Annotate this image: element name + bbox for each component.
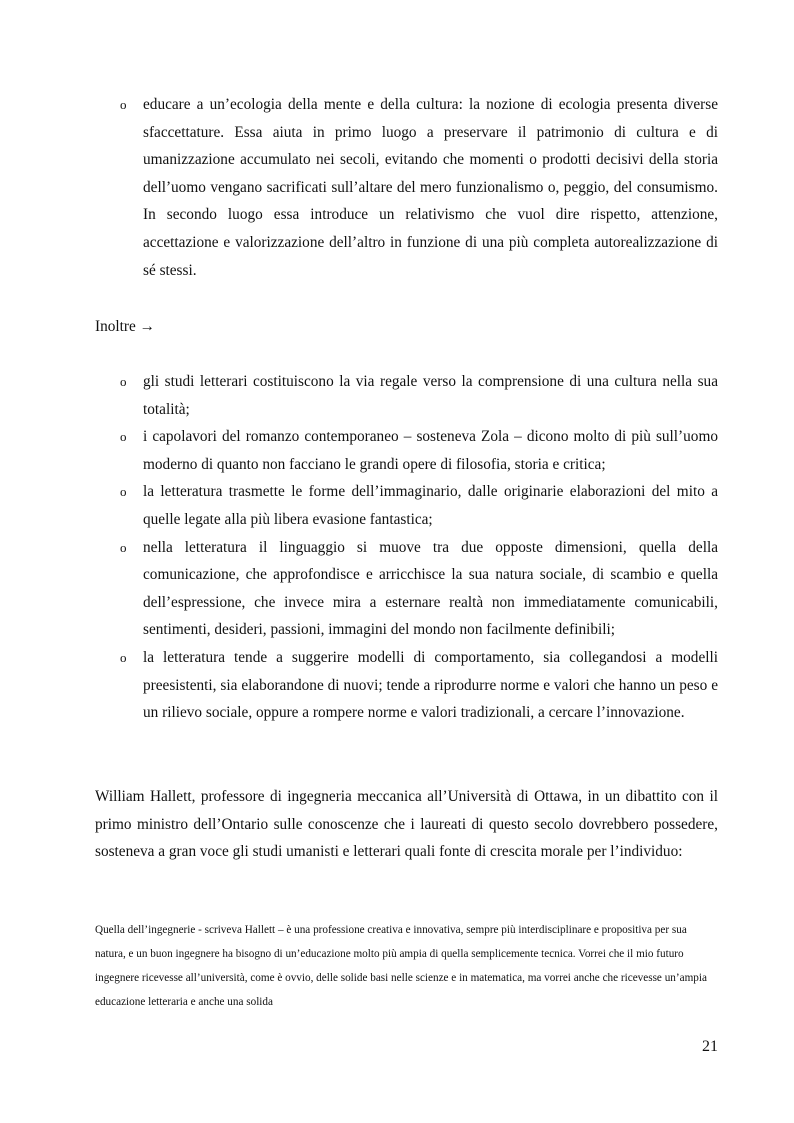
- bullet-circle-icon: o: [120, 539, 127, 555]
- list-item: [120, 423, 718, 478]
- hallett-quote: Quella dell’ingegnerie - scriveva Hallett – è una professione creativa e innovativa, sempre più interdisciplinare e propositiva per sua natura, e un buon ingegnere ha bisogno di un’educazione molto più ampia di quella semplicemente tecnica. Vorrei che il mio futuro ingegnere ricevesse all’università, come è ovvio, delle solide basi nelle scienze e in matematica, ma vorrei anche che ricevesse un’ampia educazione letteraria e anche una solida: [95, 924, 707, 1008]
- list-item: [120, 478, 718, 533]
- inoltre-heading: [95, 313, 718, 341]
- list-item: [120, 534, 718, 644]
- inoltre-text: Inoltre: [95, 318, 136, 335]
- list-item-text: educare a un’ecologia della mente e della cultura: la nozione di ecologia presenta diverse sfaccettature. Essa aiuta in primo luogo a preservare il patrimonio di cultura e di umanizzazione accumulato nei secoli, evitando che momenti o prodotti decisivi della storia dell’uomo vengano sacrificati sull’altare del mero funzionalismo o, peggio, del consumismo. In secondo luogo essa introduce un relativismo che vuol dire rispetto, attenzione, accettazione e valorizzazione dell’altro in funzione di una più completa autorealizzazione di sé stessi.: [143, 96, 718, 279]
- list-item: [120, 91, 718, 284]
- list-item: [120, 368, 718, 423]
- bullet-circle-icon: o: [120, 429, 127, 445]
- right-arrow-icon: →: [139, 318, 155, 335]
- bullet-circle-icon: o: [120, 484, 127, 500]
- hallett-paragraph: William Hallett, professore di ingegneria meccanica all’Università di Ottawa, in un dibattito con il primo ministro dell’Ontario sulle conoscenze che i laureati di questo secolo dovrebbero possedere, sosteneva a gran voce gli studi umanisti e letterari quali fonte di crescita morale per l’individuo:: [95, 788, 718, 861]
- bullet-circle-icon: o: [120, 374, 127, 389]
- bullet-list-literature: [120, 368, 718, 727]
- bullet-list-ecology: [120, 91, 718, 284]
- list-item-text: i capolavori del romanzo contemporaneo – sosteneva Zola – dicono molto di più sull’uomo moderno di quanto non facciano le grandi opere di filosofia, storia e critica;: [143, 428, 718, 473]
- list-item-text: la letteratura trasmette le forme dell’immaginario, dalle originarie elaborazioni del mito a quelle legate alla più libera evasione fantastica;: [143, 483, 718, 528]
- bullet-circle-icon: o: [120, 649, 127, 665]
- list-item-text: la letteratura tende a suggerire modelli di comportamento, sia collegandosi a modelli preesistenti, sia elaborandone di nuovi; tende a riprodurre norme e valori che hanno un peso e un rilievo sociale, oppure a rompere norme e valori tradizionali, a cercare l’innovazione.: [143, 648, 718, 722]
- page-number: 21: [702, 1038, 718, 1055]
- list-item: [120, 644, 718, 727]
- list-item-text: nella letteratura il linguaggio si muove tra due opposte dimensioni, quella della comunicazione, che approfondisce e arricchisce la sua natura sociale, di scambio e quella dell’espressione, che invece mira a esternare realtà non immediatamente comunicabili, sentimenti, desideri, passioni, immagini del mondo non facilmente definibili;: [143, 538, 718, 639]
- bullet-circle-icon: o: [120, 97, 127, 112]
- list-item-text: gli studi letterari costituiscono la via regale verso la comprensione di una cultura nella sua totalità;: [143, 373, 718, 418]
